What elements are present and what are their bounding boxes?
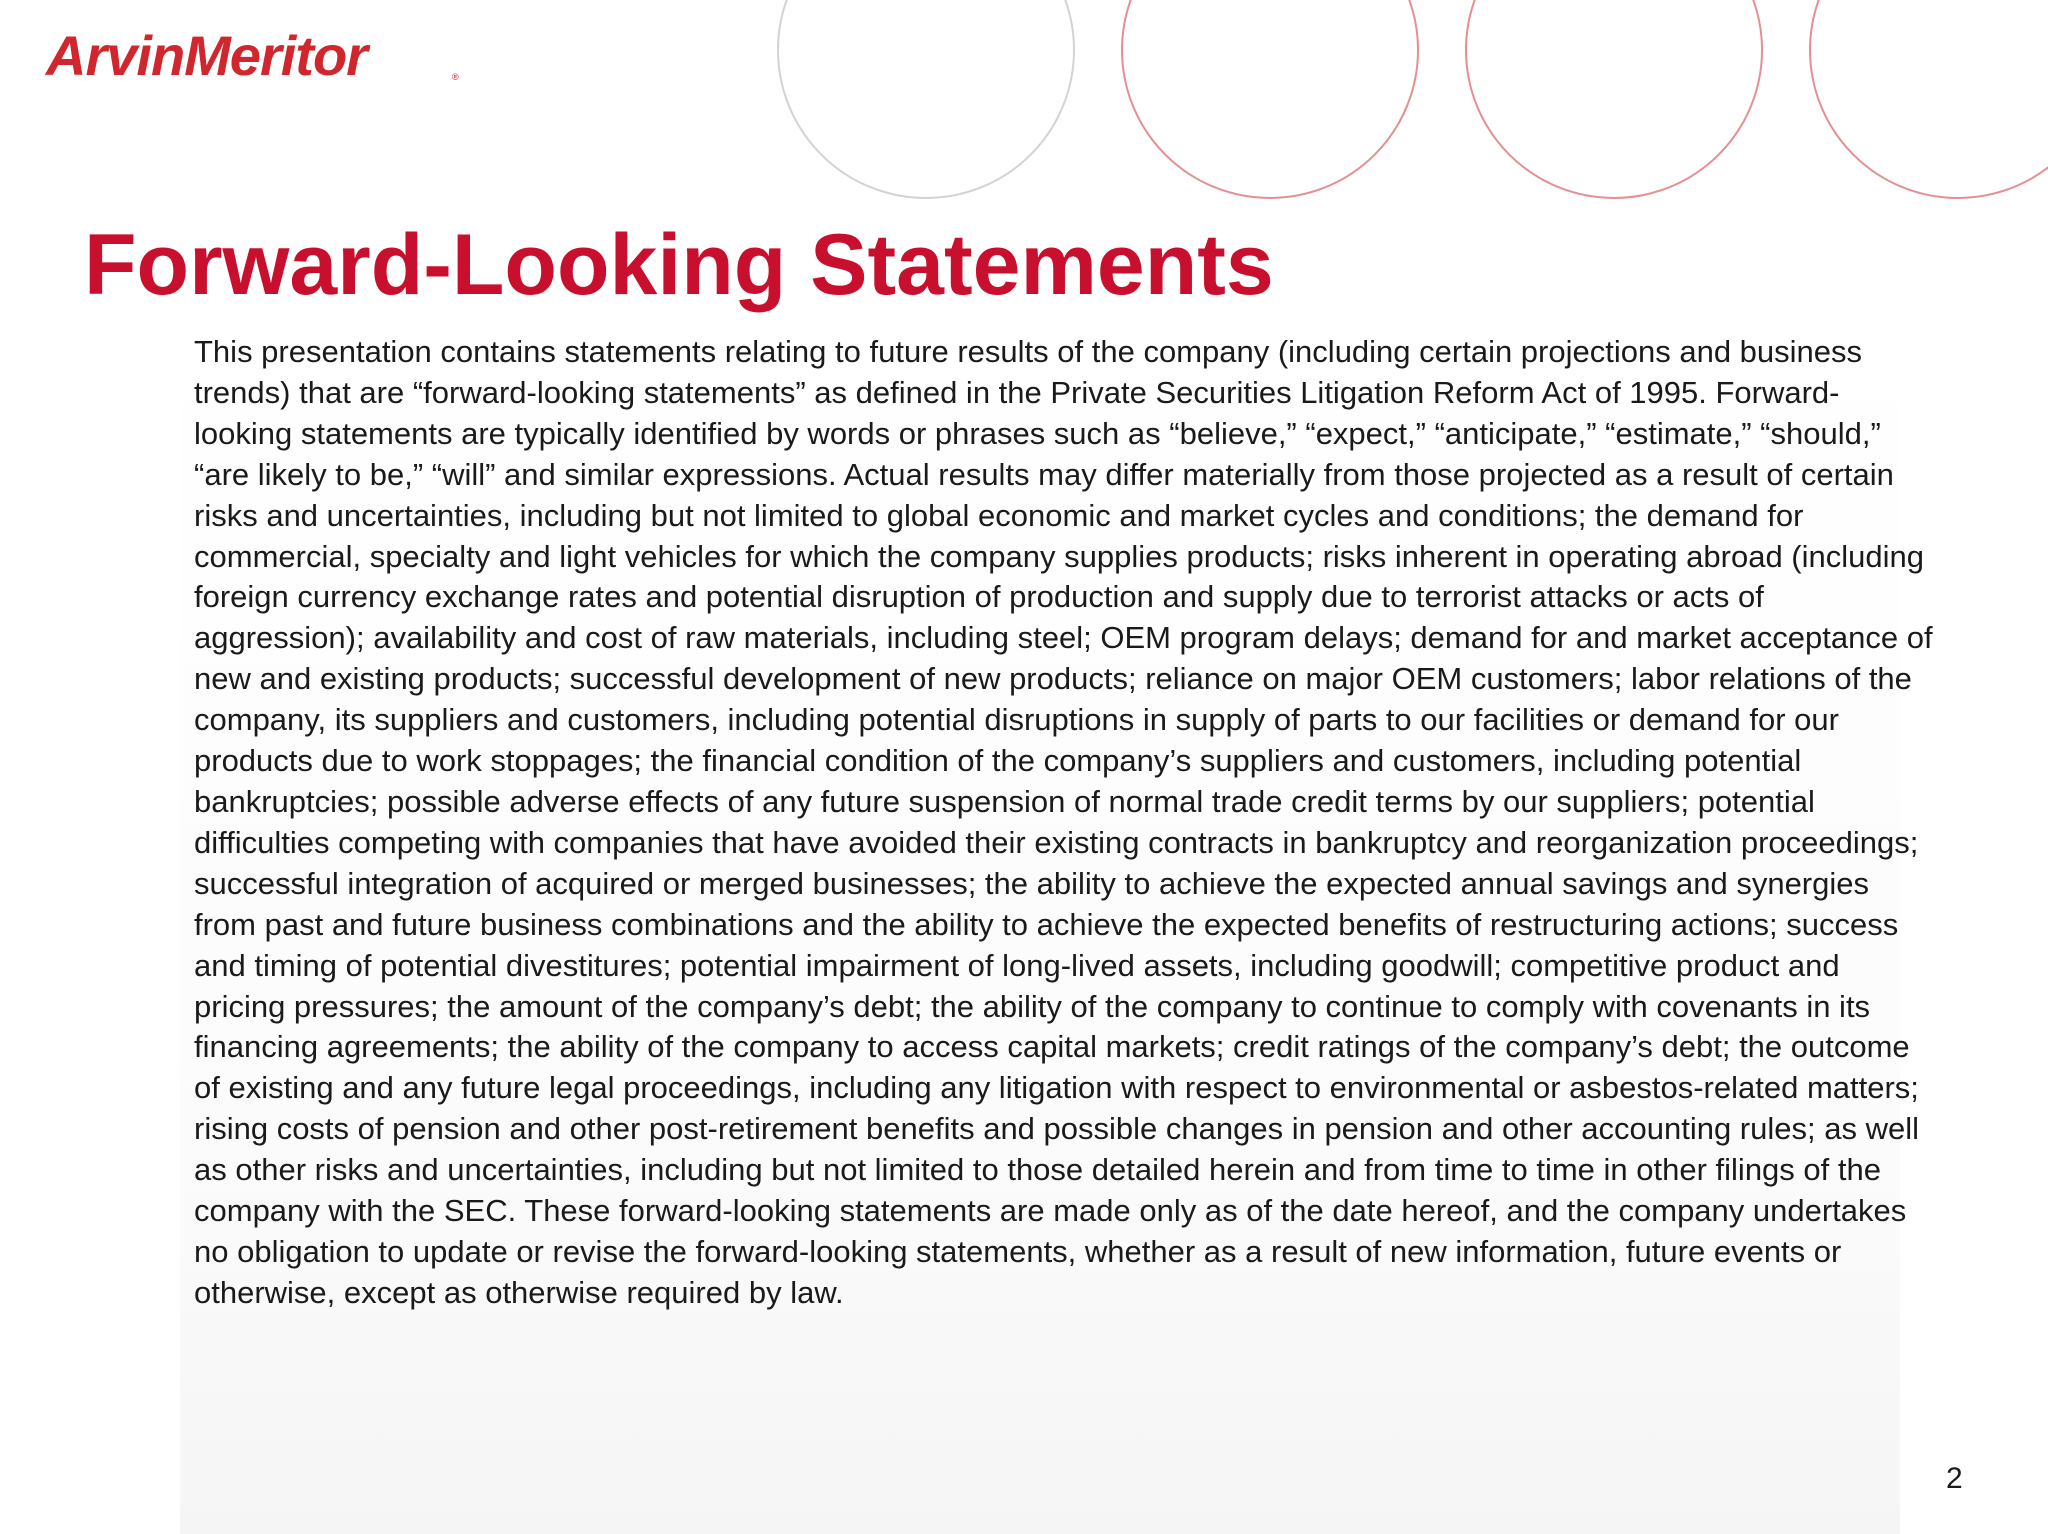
decorative-circle-red-2 [1466, 0, 1762, 198]
decorative-circle-gray [778, 0, 1074, 198]
logo-trademark: ® [452, 72, 459, 82]
decorative-circle-red-1 [1122, 0, 1418, 198]
forward-looking-statement-text: This presentation contains statements relating to future results of the company (including certain projections and business trends) that are “forward-looking statements” as defined in the Private Securities Litigation Reform Act of 1995. Forward-looking statements are typically identified by words or phrases such as “believe,” “expect,” “anticipate,” “estimate,” “should,” “are likely to be,” “will” and similar expressions. Actual results may differ materially from those projected as a result of certain risks and uncertainties, including but not limited to global economic and market cycles and conditions; the demand for commercial, specialty and light vehicles for which the company supplies products; risks inherent in operating abroad (including foreign currency exchange rates and potential disruption of production and supply due to terrorist attacks or acts of aggression); availability and cost of raw materials, including steel; OEM program delays; demand for and market acceptance of new and existing products; successful development of new products; reliance on major OEM customers; labor relations of the company, its suppliers and customers, including potential disruptions in supply of parts to our facilities or demand for our products due to work stoppages; the financial condition of the company’s suppliers and customers, including potential bankruptcies; possible adverse effects of any future suspension of normal trade credit terms by our suppliers; potential difficulties competing with companies that have avoided their existing contracts in bankruptcy and reorganization proceedings; successful integration of acquired or merged businesses; the ability to achieve the expected annual savings and synergies from past and future business combinations and the ability to achieve the expected benefits of restructuring actions; success and timing of potential divestitures; potential impairment of long-lived assets, including goodwill; competitive product and pricing pressures; the amount of the company’s debt; the ability of the company to continue to comply with covenants in its financing agreements; the ability of the company to access capital markets; credit ratings of the company’s debt; the outcome of existing and any future legal proceedings, including any litigation with respect to environmental or asbestos-related matters; rising costs of pension and other post-retirement benefits and possible changes in pension and other accounting rules; as well as other risks and uncertainties, including but not limited to those detailed herein and from time to time in other filings of the company with the SEC. These forward-looking statements are made only as of the date hereof, and the company undertakes no obligation to update or revise the forward-looking statements, whether as a result of new information, future events or otherwise, except as otherwise required by law. [194, 334, 1933, 1310]
arvinmeritor-logo: ArvinMeritor [46, 24, 367, 87]
slide-title: Forward-Looking Statements [84, 217, 1274, 313]
decorative-circle-red-3 [1810, 0, 2048, 198]
page-number: 2 [1946, 1462, 1963, 1495]
